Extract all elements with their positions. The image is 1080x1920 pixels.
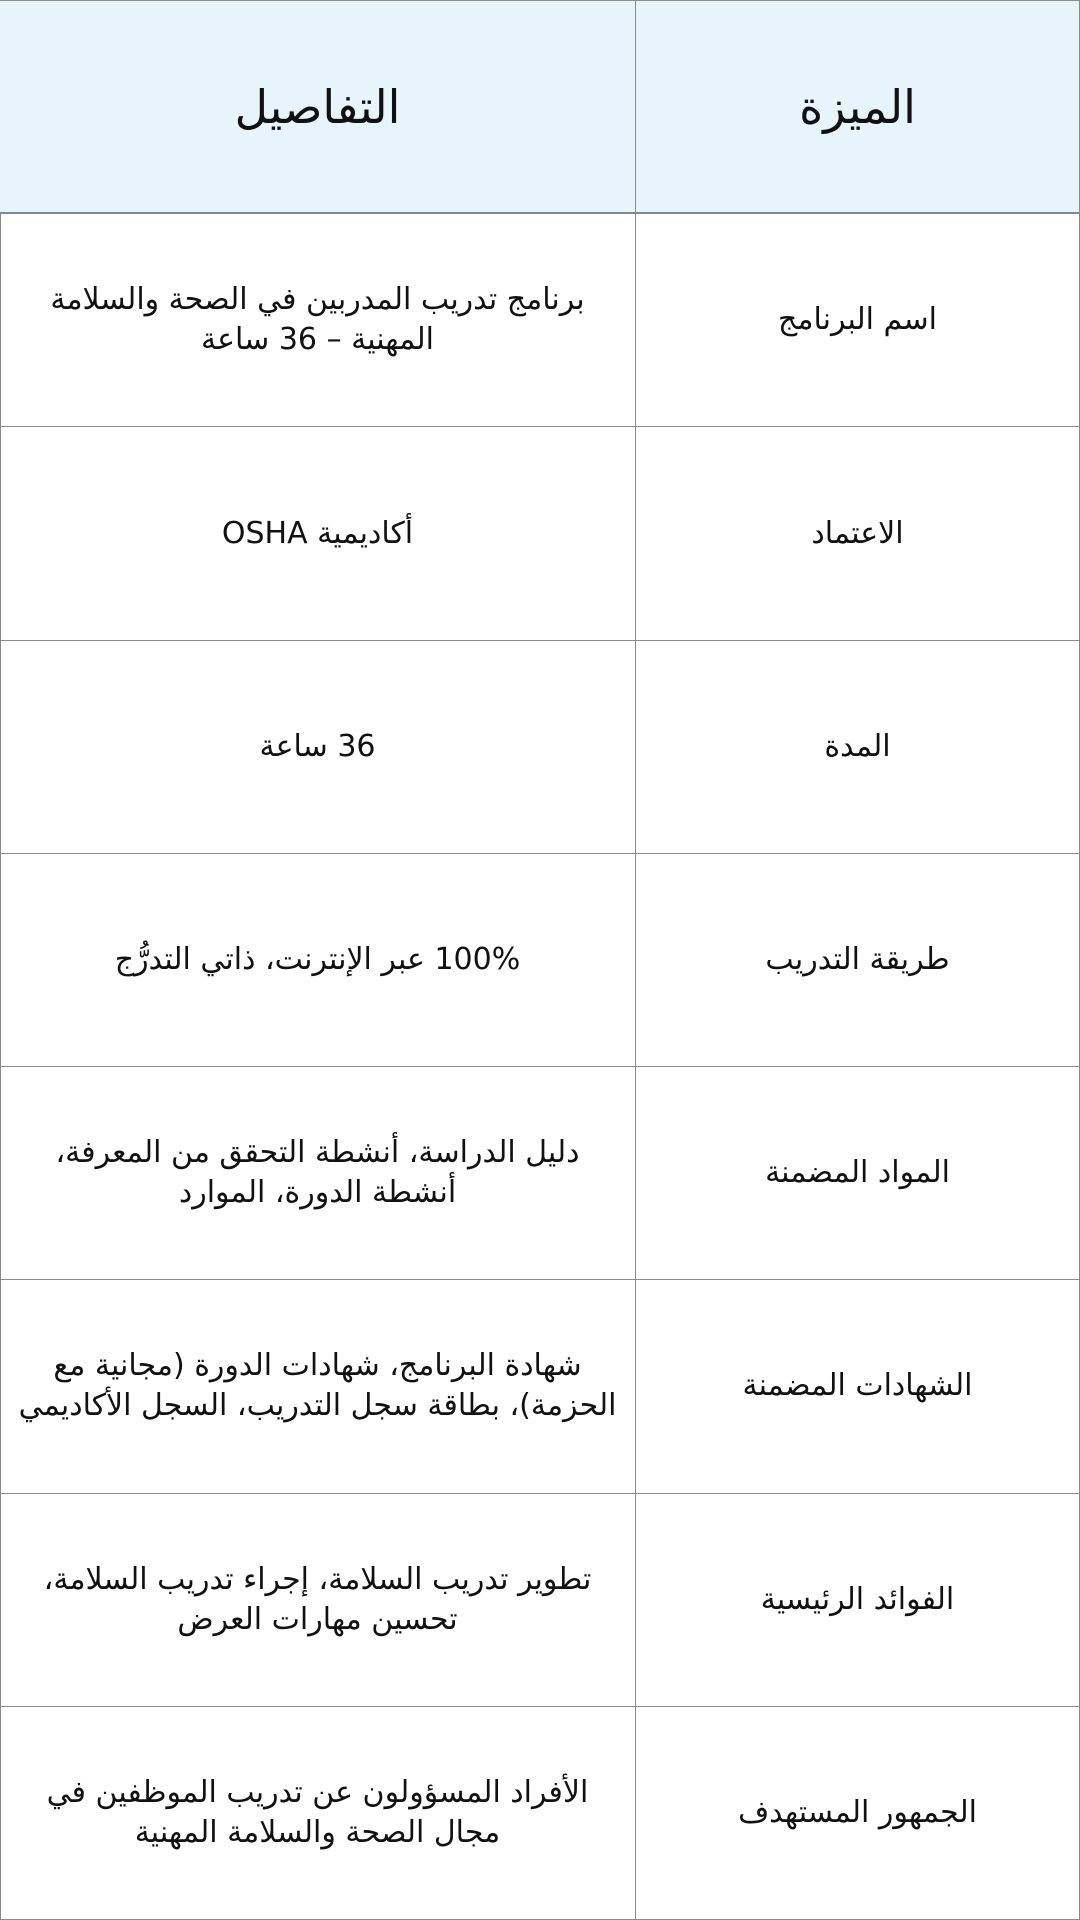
header-details: التفاصيل: [0, 1, 636, 214]
row-feature-program-name: اسم البرنامج: [636, 214, 1080, 427]
row-details-target-audience: الأفراد المسؤولون عن تدريب الموظفين في مجال الصحة والسلامة المهنية: [0, 1707, 636, 1920]
row-feature-included-materials: المواد المضمنة: [636, 1067, 1080, 1280]
row-feature-key-benefits: الفوائد الرئيسية: [636, 1494, 1080, 1707]
row-feature-accreditation: الاعتماد: [636, 427, 1080, 640]
row-details-accreditation: أكاديمية OSHA: [0, 427, 636, 640]
row-details-key-benefits: تطوير تدريب السلامة، إجراء تدريب السلامة، تحسين مهارات العرض: [0, 1494, 636, 1707]
row-feature-duration: المدة: [636, 641, 1080, 854]
row-details-duration: 36 ساعة: [0, 641, 636, 854]
row-details-program-name: برنامج تدريب المدربين في الصحة والسلامة المهنية – 36 ساعة: [0, 214, 636, 427]
row-details-training-method: 100% عبر الإنترنت، ذاتي التدرُّج: [0, 854, 636, 1067]
row-feature-included-certificates: الشهادات المضمنة: [636, 1280, 1080, 1493]
row-details-included-materials: دليل الدراسة، أنشطة التحقق من المعرفة، أنشطة الدورة، الموارد: [0, 1067, 636, 1280]
row-feature-target-audience: الجمهور المستهدف: [636, 1707, 1080, 1920]
row-feature-training-method: طريقة التدريب: [636, 854, 1080, 1067]
header-feature: الميزة: [636, 1, 1080, 214]
row-details-included-certificates: شهادة البرنامج، شهادات الدورة (مجانية مع الحزمة)، بطاقة سجل التدريب، السجل الأكاديمي: [0, 1280, 636, 1493]
